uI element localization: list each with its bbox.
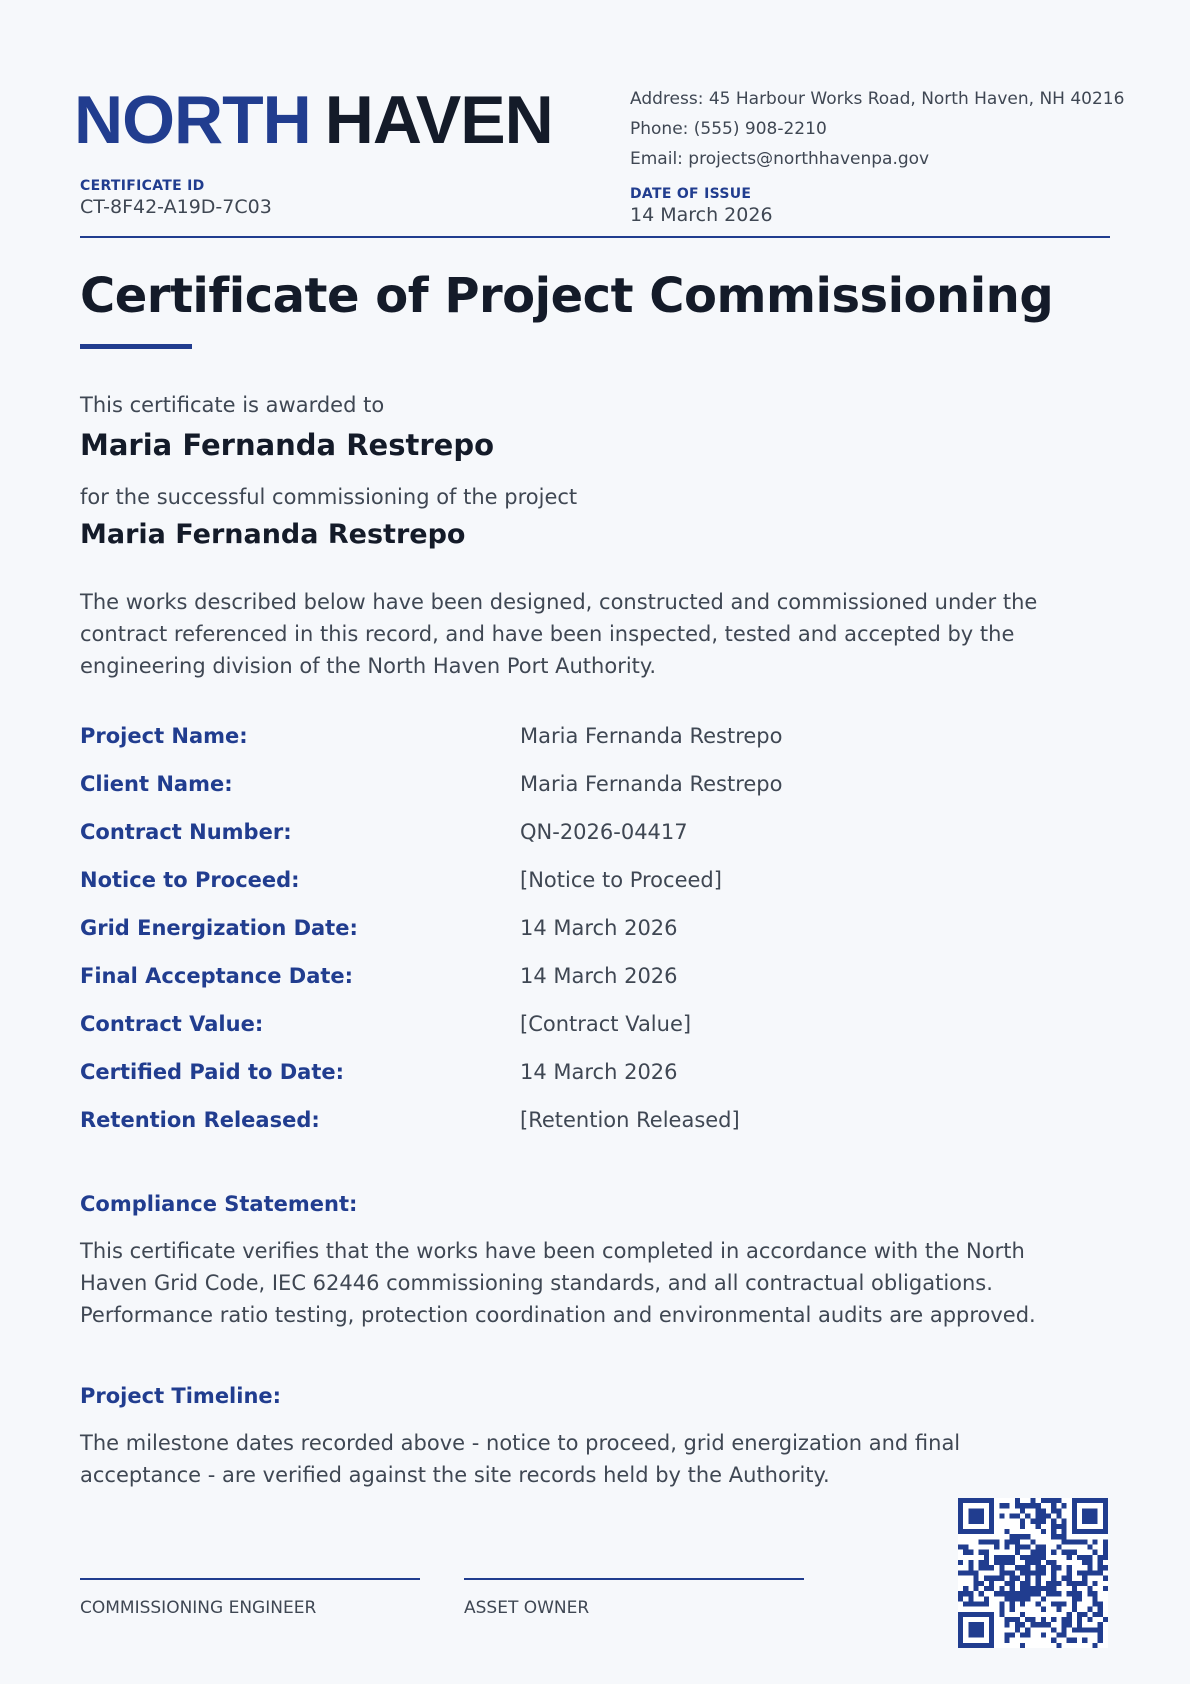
detail-label: Certified Paid to Date: [80,1060,344,1084]
detail-row-notice-to-proceed [80,868,980,916]
detail-value: Maria Fernanda Restrepo [520,772,783,796]
detail-label: Project Name: [80,724,248,748]
detail-label: Contract Value: [80,1012,264,1036]
detail-label: Final Acceptance Date: [80,964,354,988]
detail-row-certified-paid-to-date [80,1060,980,1108]
detail-label: Grid Energization Date: [80,916,358,940]
project-name: Maria Fernanda Restrepo [80,519,466,550]
timeline-heading: Project Timeline: [80,1384,282,1408]
detail-value: QN-2026-04417 [520,820,688,844]
email-line: Email: projects@northhavenpa.gov [630,149,930,169]
detail-value: [Notice to Proceed] [520,868,722,892]
logo-word-north: NORTH [74,82,311,158]
detail-row-contract-number [80,820,980,868]
date-of-issue-label: DATE OF ISSUE [630,186,752,202]
detail-row-final-acceptance-date [80,964,980,1012]
certificate-id-value: CT-8F42-A19D-7C03 [80,196,272,218]
detail-label: Retention Released: [80,1108,320,1132]
compliance-heading: Compliance Statement: [80,1192,358,1216]
detail-row-client-name [80,772,980,820]
logo-word-haven: HAVEN [324,82,553,158]
detail-value: [Contract Value] [520,1012,692,1036]
certificate-id-block [80,178,272,218]
date-of-issue-block [630,186,773,226]
recipient-name: Maria Fernanda Restrepo [80,428,495,462]
detail-value: Maria Fernanda Restrepo [520,724,783,748]
award-description: The works described below have been designed, constructed and commissioned under the contract referenced in this record, and have been inspected, tested and accepted by the engineering division of the North Haven Port Authority. [80,590,1038,678]
signature-label-engineer: COMMISSIONING ENGINEER [80,1598,317,1618]
detail-label: Client Name: [80,772,233,796]
detail-value: 14 March 2026 [520,916,678,940]
compliance-text: This certificate verifies that the works have been completed in accordance with the North Haven Grid Code, IEC 62446 commissioning standards, and all contractual obligations. Performance ratio testing, protection coordination and environmental audits are approved. [80,1239,1036,1327]
detail-row-retention-released [80,1108,980,1156]
certificate-id-label: CERTIFICATE ID [80,178,205,194]
date-of-issue-value: 14 March 2026 [630,204,773,226]
certificate-title: Certificate of Project Commissioning [80,268,1054,324]
qr-code-icon [958,1498,1108,1648]
title-underline [80,344,192,349]
address-line: Address: 45 Harbour Works Road, North Haven, NH 40216 [630,89,1125,109]
detail-label: Contract Number: [80,820,292,844]
signature-label-owner: ASSET OWNER [464,1598,590,1618]
detail-row-grid-energization-date [80,916,980,964]
organization-logo [74,80,553,160]
project-intro: for the successful commissioning of the project [80,485,578,509]
detail-row-project-name [80,724,980,772]
award-intro: This certificate is awarded to [80,393,385,417]
detail-value: [Retention Released] [520,1108,740,1132]
timeline-text: The milestone dates recorded above - notice to proceed, grid energization and final acceptance - are verified against the site records held by the Authority. [80,1431,961,1487]
signature-line-owner [464,1578,804,1580]
header-divider [80,236,1110,238]
detail-row-contract-value [80,1012,980,1060]
signature-line-engineer [80,1578,420,1580]
contact-block [630,84,1124,174]
detail-value: 14 March 2026 [520,964,678,988]
detail-value: 14 March 2026 [520,1060,678,1084]
detail-label: Notice to Proceed: [80,868,300,892]
phone-line: Phone: (555) 908-2210 [630,119,827,139]
